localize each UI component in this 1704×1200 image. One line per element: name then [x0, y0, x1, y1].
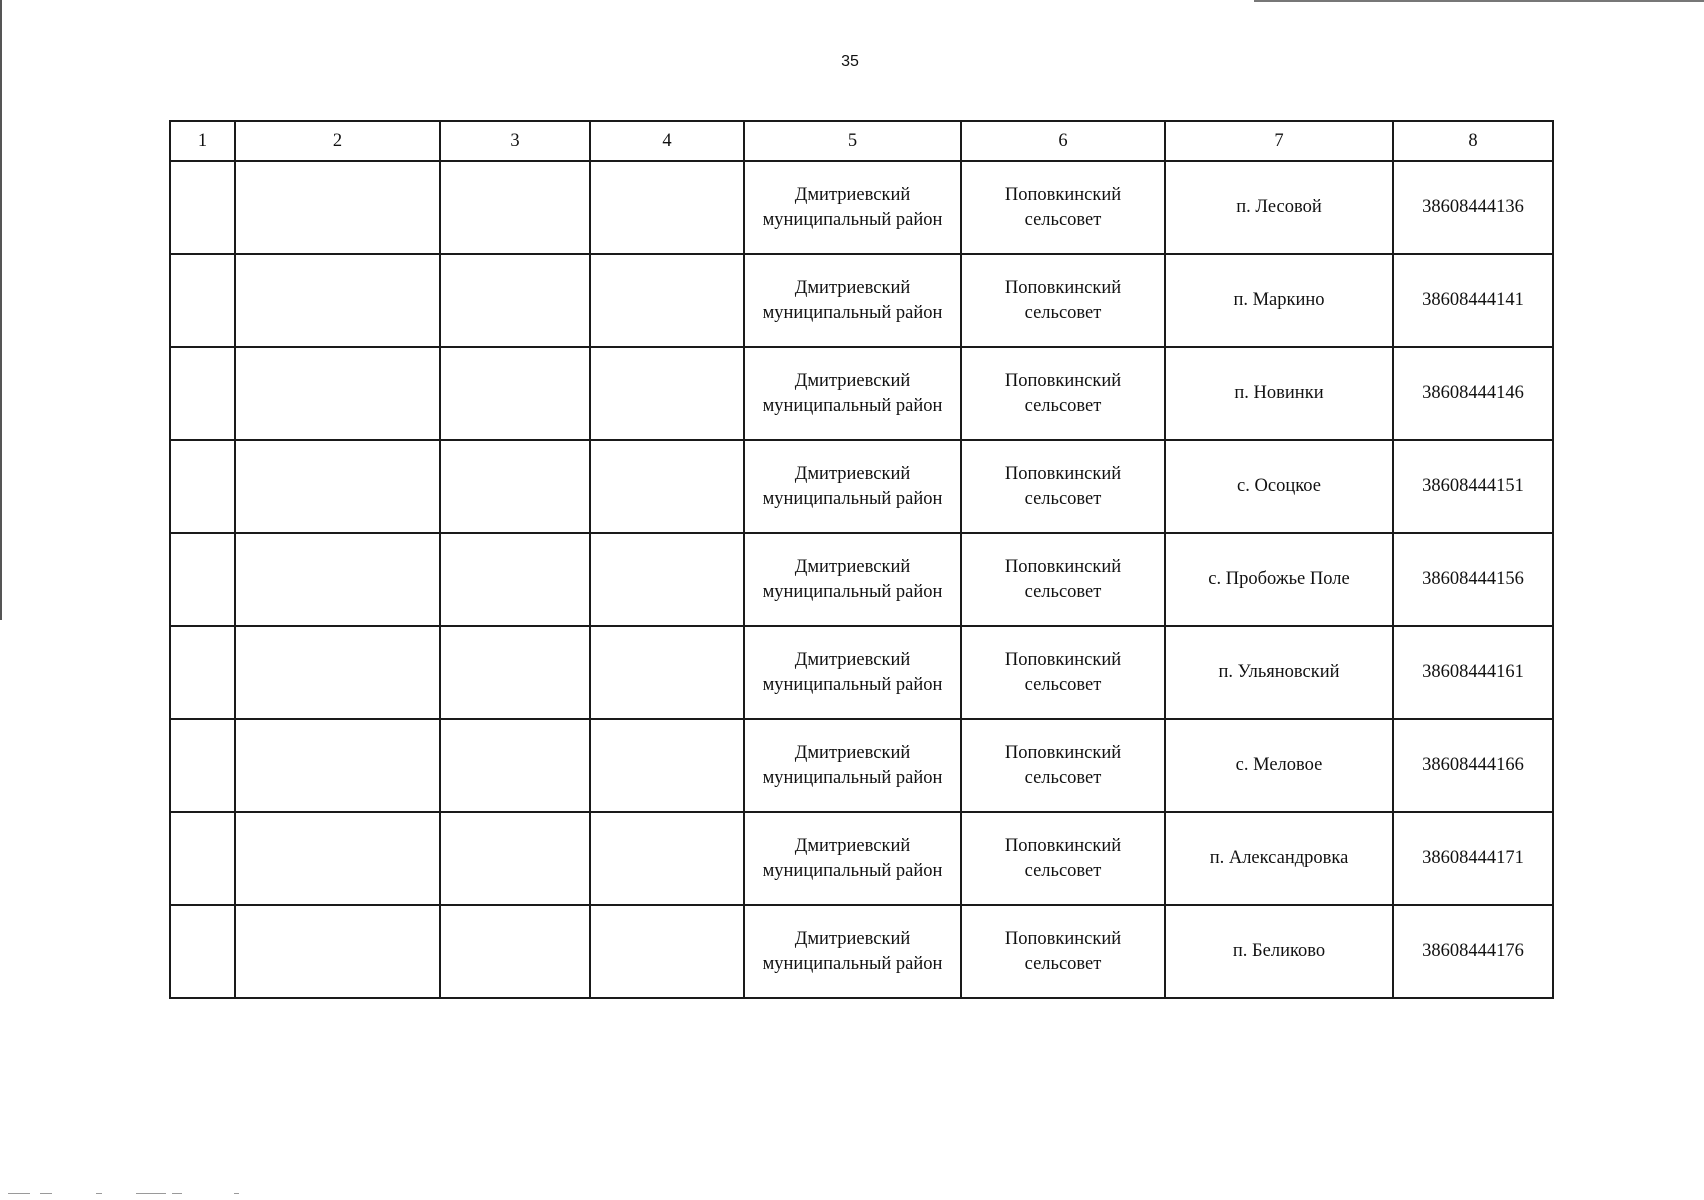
table-cell — [170, 905, 235, 998]
table-cell — [590, 161, 744, 254]
table-cell — [235, 905, 440, 998]
settlement-cell: п. Маркино — [1165, 254, 1393, 347]
table-row — [170, 161, 1553, 254]
code-cell: 38608444171 — [1393, 812, 1553, 905]
scan-edge-left — [0, 0, 2, 620]
column-header: 1 — [170, 121, 235, 161]
column-header: 5 — [744, 121, 961, 161]
table-cell — [440, 440, 590, 533]
page-number: 35 — [841, 53, 859, 70]
table-cell — [440, 533, 590, 626]
table-cell — [170, 161, 235, 254]
settlement-cell: п. Новинки — [1165, 347, 1393, 440]
settlement-cell: с. Пробожье Поле — [1165, 533, 1393, 626]
council-cell: Поповкинский сельсовет — [961, 719, 1165, 812]
settlement-cell: с. Меловое — [1165, 719, 1393, 812]
table-row — [170, 440, 1553, 533]
table-cell — [235, 626, 440, 719]
table-row — [170, 626, 1553, 719]
table-cell — [440, 254, 590, 347]
table-cell — [590, 440, 744, 533]
table-cell — [440, 347, 590, 440]
table-cell — [170, 812, 235, 905]
district-cell: Дмитриевский муниципальный район — [744, 905, 961, 998]
table-cell — [590, 719, 744, 812]
council-cell: Поповкинский сельсовет — [961, 347, 1165, 440]
code-cell: 38608444151 — [1393, 440, 1553, 533]
table-row — [170, 812, 1553, 905]
district-cell: Дмитриевский муниципальный район — [744, 254, 961, 347]
column-header: 7 — [1165, 121, 1393, 161]
code-cell: 38608444161 — [1393, 626, 1553, 719]
settlement-cell: п. Беликово — [1165, 905, 1393, 998]
district-cell: Дмитриевский муниципальный район — [744, 719, 961, 812]
code-cell: 38608444176 — [1393, 905, 1553, 998]
table-cell — [440, 812, 590, 905]
table-cell — [590, 905, 744, 998]
table-cell — [235, 161, 440, 254]
column-header: 6 — [961, 121, 1165, 161]
table-cell — [170, 254, 235, 347]
table-cell — [440, 905, 590, 998]
settlement-cell: п. Лесовой — [1165, 161, 1393, 254]
table-cell — [235, 533, 440, 626]
district-cell: Дмитриевский муниципальный район — [744, 626, 961, 719]
district-cell: Дмитриевский муниципальный район — [744, 161, 961, 254]
scan-specks — [0, 1193, 260, 1196]
district-cell: Дмитриевский муниципальный район — [744, 347, 961, 440]
table-row — [170, 347, 1553, 440]
table-cell — [170, 440, 235, 533]
scan-edge-top — [1254, 0, 1704, 2]
settlement-cell: с. Осоцкое — [1165, 440, 1393, 533]
table-row — [170, 254, 1553, 347]
council-cell: Поповкинский сельсовет — [961, 533, 1165, 626]
table-cell — [170, 719, 235, 812]
district-cell: Дмитриевский муниципальный район — [744, 533, 961, 626]
code-cell: 38608444156 — [1393, 533, 1553, 626]
table-cell — [235, 347, 440, 440]
code-cell: 38608444141 — [1393, 254, 1553, 347]
council-cell: Поповкинский сельсовет — [961, 812, 1165, 905]
district-cell: Дмитриевский муниципальный район — [744, 440, 961, 533]
table-row — [170, 719, 1553, 812]
code-cell: 38608444166 — [1393, 719, 1553, 812]
table-cell — [440, 161, 590, 254]
settlement-cell: п. Ульяновский — [1165, 626, 1393, 719]
council-cell: Поповкинский сельсовет — [961, 254, 1165, 347]
table-cell — [235, 440, 440, 533]
table-header-row — [170, 121, 1553, 161]
table-cell — [235, 719, 440, 812]
table-cell — [170, 533, 235, 626]
column-header: 8 — [1393, 121, 1553, 161]
code-cell: 38608444146 — [1393, 347, 1553, 440]
table-cell — [590, 626, 744, 719]
table-cell — [170, 347, 235, 440]
table-cell — [590, 533, 744, 626]
table-cell — [590, 812, 744, 905]
table-cell — [170, 626, 235, 719]
table-cell — [440, 719, 590, 812]
column-header: 4 — [590, 121, 744, 161]
table-cell — [590, 347, 744, 440]
column-header: 3 — [440, 121, 590, 161]
council-cell: Поповкинский сельсовет — [961, 440, 1165, 533]
table-cell — [590, 254, 744, 347]
table-cell — [235, 254, 440, 347]
district-cell: Дмитриевский муниципальный район — [744, 812, 961, 905]
council-cell: Поповкинский сельсовет — [961, 905, 1165, 998]
table-row — [170, 533, 1553, 626]
code-cell: 38608444136 — [1393, 161, 1553, 254]
table-cell — [235, 812, 440, 905]
column-header: 2 — [235, 121, 440, 161]
table-cell — [440, 626, 590, 719]
council-cell: Поповкинский сельсовет — [961, 161, 1165, 254]
settlement-cell: п. Александровка — [1165, 812, 1393, 905]
table-row — [170, 905, 1553, 998]
council-cell: Поповкинский сельсовет — [961, 626, 1165, 719]
data-table — [169, 120, 1554, 999]
